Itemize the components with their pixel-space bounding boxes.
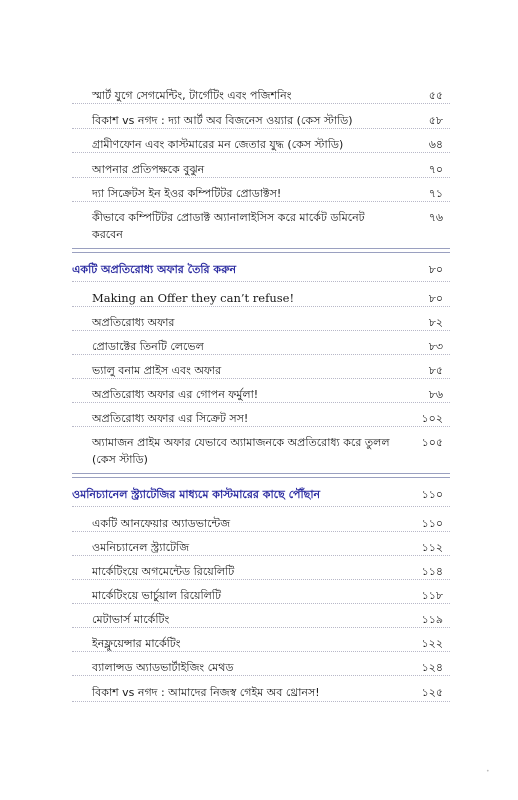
divider-rule	[72, 354, 450, 355]
toc-entry	[0, 209, 518, 243]
page-number: ১২৪	[421, 661, 443, 674]
toc-entry	[0, 338, 518, 355]
toc-entry	[0, 587, 518, 604]
divider-rule	[72, 627, 450, 628]
page-number: ১১২	[421, 541, 443, 554]
toc-entry	[0, 136, 518, 153]
section-title: ওমনিচ্যানেল স্ট্র্যাটেজির মাধ্যমে কাস্টমারের কাছে পৌঁছান	[72, 488, 321, 501]
toc-entry	[0, 362, 518, 379]
toc-entry	[0, 386, 518, 403]
entry-title: অ্যামাজন প্রাইম অফার যেভাবে অ্যামাজনকে অপ্রতিরোধ্য করে তুলল (কেস স্টাডি)	[92, 436, 390, 466]
divider-rule	[72, 248, 450, 249]
toc-entry	[0, 434, 518, 468]
page-number: ৭১	[428, 187, 443, 200]
entry-title: অপ্রতিরোধ্য অফার এর গোপন ফর্মুলা!	[92, 388, 259, 401]
page-number: ৮৬	[428, 388, 443, 401]
entry-title: আপনার প্রতিপক্ষকে বুঝুন	[92, 163, 205, 176]
entry-title: কীভাবে কম্পিটিটর প্রোডাক্ট অ্যানালাইসিস করে মার্কেট ডমিনেট করবেন	[92, 211, 365, 241]
entry-title: গ্রামীণফোন এবং কাস্টমারের মন জেতার যুদ্ধ (কেস স্টাডি)	[92, 138, 344, 151]
page-number: ৮৫	[428, 364, 443, 377]
page-number: ৫৫	[428, 89, 443, 102]
divider-rule	[72, 579, 450, 580]
divider-rule	[72, 531, 450, 532]
page-number: ১১০	[421, 488, 443, 501]
page-number: ৮২	[428, 316, 443, 329]
toc-entry	[0, 515, 518, 532]
page-number: ৮০	[428, 292, 443, 305]
toc-entry	[0, 112, 518, 129]
entry-title: একটি আনফেয়ার অ্যাডভান্টেজ	[92, 517, 231, 530]
toc-entry	[0, 314, 518, 331]
divider-rule	[72, 426, 450, 427]
divider-rule	[72, 651, 450, 652]
divider-rule	[72, 152, 450, 153]
page-speck: •	[486, 768, 490, 775]
page-number: ৮০	[428, 263, 443, 276]
divider-rule	[72, 555, 450, 556]
toc-entry	[0, 611, 518, 628]
toc-entry	[0, 410, 518, 427]
entry-title: ব্যালান্সড অ্যাডভার্টাইজিং মেথড	[92, 661, 234, 674]
divider-rule	[72, 201, 450, 202]
entry-title: অপ্রতিরোধ্য অফার	[92, 316, 175, 329]
entry-title: মার্কেটিংয়ে ভার্চুয়াল রিয়েলিটি	[92, 589, 221, 602]
toc-section-heading	[0, 261, 518, 278]
toc-entry	[0, 290, 518, 307]
divider-rule	[72, 473, 450, 474]
entry-title: মার্কেটিংয়ে অগমেন্টেড রিয়েলিটি	[92, 565, 235, 578]
entry-title: Making an Offer they can’t refuse!	[92, 291, 295, 305]
page-number: ১০৫	[421, 436, 443, 449]
toc-entry	[0, 539, 518, 556]
page-number: ১১০	[421, 517, 443, 530]
toc-entry	[0, 87, 518, 104]
entry-title: প্রোডাক্টের তিনটি লেভেল	[92, 340, 204, 353]
entry-title: ওমনিচ্যানেল স্ট্র্যাটেজি	[92, 541, 190, 554]
entry-title: ইনফ্লুয়েন্সার মার্কেটিং	[92, 637, 181, 650]
page-number: ৭০	[428, 163, 443, 176]
divider-rule	[72, 506, 450, 507]
entry-title: মেটাভার্স মার্কেটিং	[92, 613, 170, 626]
toc-entry	[0, 185, 518, 202]
toc-section-heading	[0, 486, 518, 503]
page-number: ১১৯	[421, 613, 443, 626]
divider-rule	[72, 306, 450, 307]
section-title: একটি অপ্রতিরোধ্য অফার তৈরি করুন	[72, 263, 237, 276]
divider-rule	[72, 701, 450, 702]
divider-rule	[72, 103, 450, 104]
toc-entry	[0, 635, 518, 652]
page-number: ১১৮	[421, 589, 443, 602]
entry-title: অপ্রতিরোধ্য অফার এর সিক্রেট সস!	[92, 412, 249, 425]
page-number: ১২২	[421, 637, 443, 650]
entry-title: বিকাশ vs নগদ : দ্যা আর্ট অব বিজনেস ওয়্যার (কেস স্টাডি)	[92, 114, 353, 127]
divider-rule	[72, 281, 450, 282]
divider-rule	[72, 128, 450, 129]
divider-rule	[72, 402, 450, 403]
page-number: ৫৮	[428, 114, 443, 127]
toc-entry	[0, 684, 518, 701]
entry-title: ভ্যালু বনাম প্রাইস এবং অফার	[92, 364, 222, 377]
divider-rule	[72, 378, 450, 379]
toc-entry	[0, 563, 518, 580]
divider-rule	[72, 603, 450, 604]
entry-title: বিকাশ vs নগদ : আমাদের নিজস্ব গেইম অব থ্রোনস!	[92, 686, 320, 699]
page-number: ৮৩	[428, 340, 443, 353]
divider-rule	[72, 675, 450, 676]
page-number: ৬৪	[428, 138, 443, 151]
page-number: ১১৪	[421, 565, 443, 578]
toc-entry	[0, 659, 518, 676]
page-number: ১০২	[421, 412, 443, 425]
entry-title: স্মার্ট যুগে সেগমেন্টিং, টার্গেটিং এবং পজিশনিং	[92, 89, 292, 102]
divider-rule	[72, 252, 450, 253]
divider-rule	[72, 177, 450, 178]
page-number: ৭৬	[428, 211, 443, 224]
divider-rule	[72, 477, 450, 478]
toc-entry	[0, 161, 518, 178]
divider-rule	[72, 330, 450, 331]
entry-title: দ্যা সিক্রেটস ইন ইওর কম্পিটিটর প্রোডাক্টস!	[92, 187, 282, 200]
page-number: ১২৫	[421, 686, 443, 699]
